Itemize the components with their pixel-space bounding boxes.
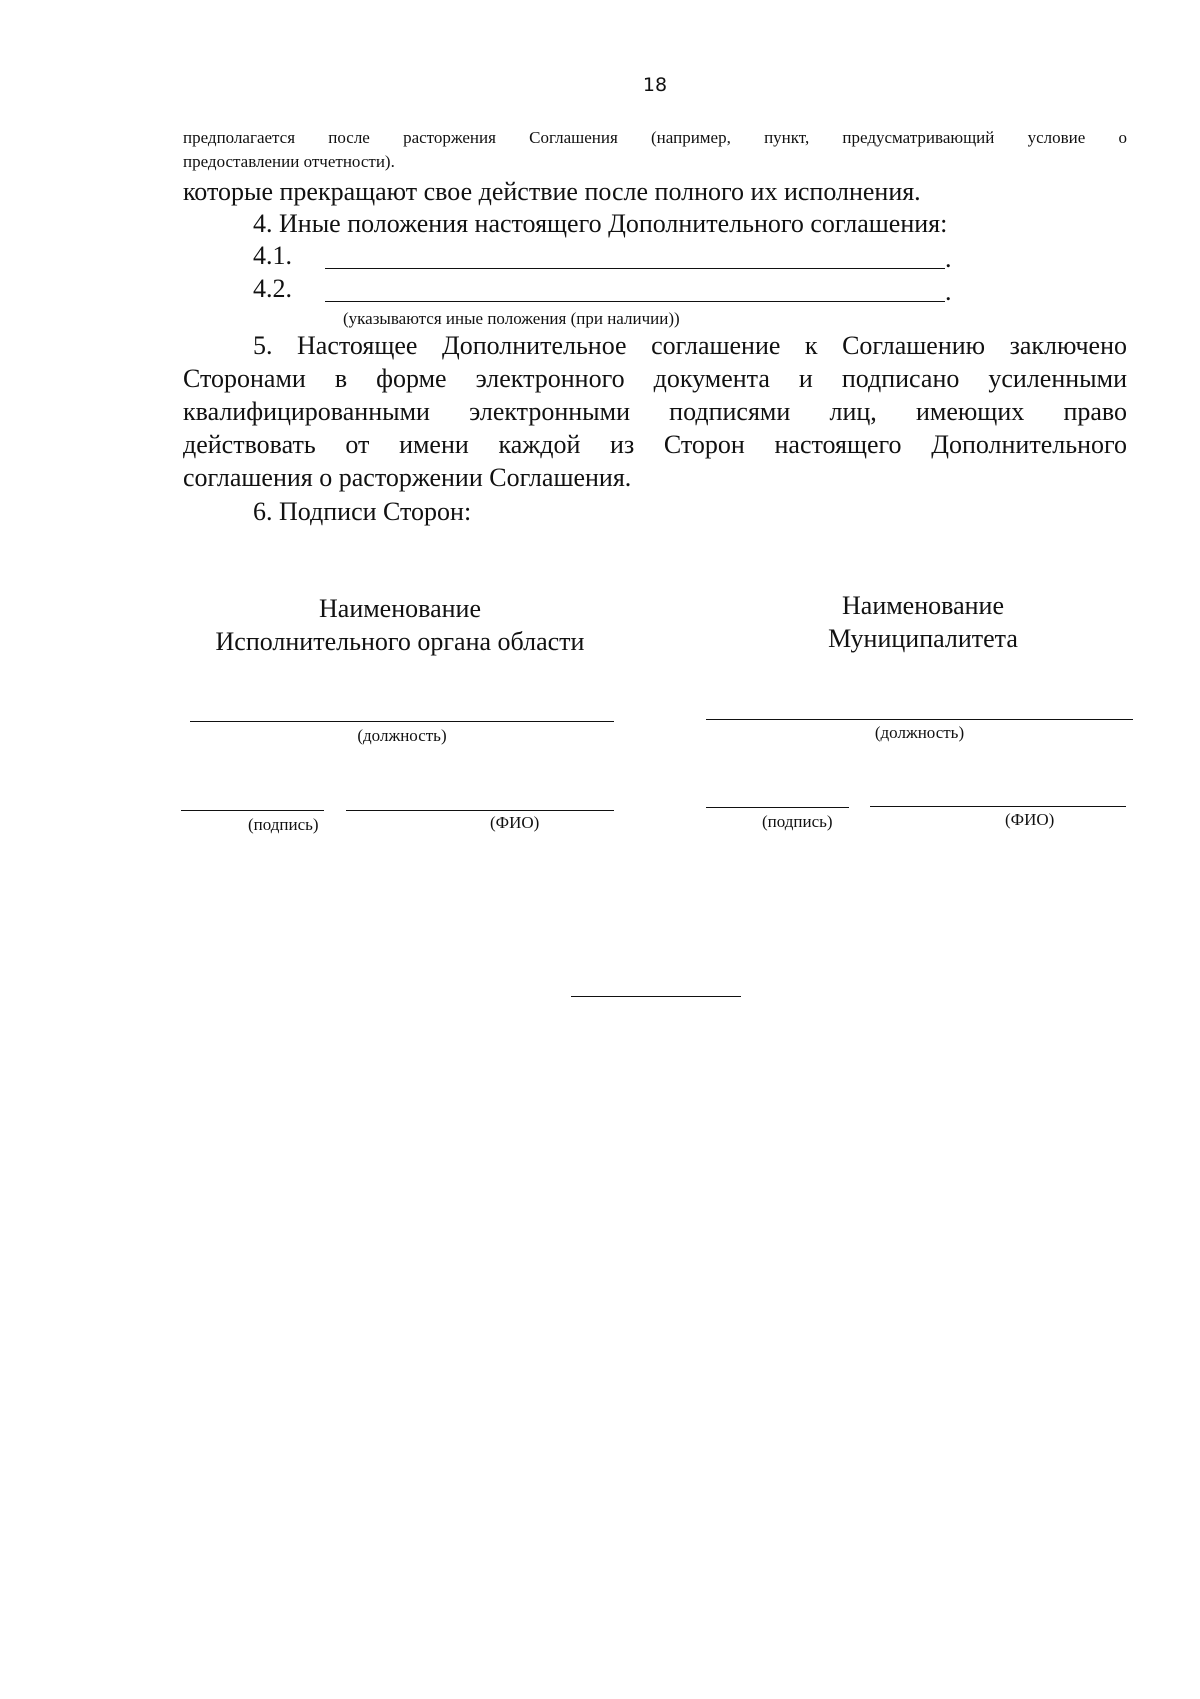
item-5-line: соглашения о расторжении Соглашения. bbox=[183, 463, 632, 492]
item-5-line: действовать от имени каждой из Сторон настоящего Дополнительного bbox=[183, 430, 1127, 459]
item-6-heading: 6. Подписи Сторон: bbox=[253, 497, 472, 526]
left-signature-caption: (подпись) bbox=[248, 815, 319, 834]
item-4-2-label: 4.2. bbox=[253, 274, 292, 303]
left-party-title: Исполнительного органа области bbox=[215, 627, 585, 656]
right-signature-line bbox=[706, 807, 849, 808]
left-name-line bbox=[346, 810, 614, 811]
right-name-caption: (ФИО) bbox=[1005, 810, 1055, 829]
page-number: 18 bbox=[642, 74, 668, 96]
fill-line bbox=[325, 268, 945, 269]
end-separator bbox=[571, 996, 741, 997]
left-position-caption: (должность) bbox=[357, 726, 447, 745]
item-5-line: Сторонами в форме электронного документа и подписано усиленными bbox=[183, 364, 1127, 393]
left-name-caption: (ФИО) bbox=[490, 813, 540, 832]
right-party-title: Муниципалитета bbox=[828, 624, 1018, 653]
item-5-line: квалифицированными электронными подписями лиц, имеющих право bbox=[183, 397, 1127, 426]
text-line: которые прекращают свое действие после полного их исполнения. bbox=[183, 177, 921, 206]
left-signature-line bbox=[181, 810, 324, 811]
item-4-caption: (указываются иные положения (при наличии)) bbox=[343, 309, 680, 328]
fill-line bbox=[325, 301, 945, 302]
fill-period: . bbox=[945, 277, 952, 306]
left-party-title: Наименование bbox=[319, 594, 481, 623]
right-name-line bbox=[870, 806, 1126, 807]
left-position-line bbox=[190, 721, 614, 722]
footnote-line: предоставлении отчетности). bbox=[183, 152, 395, 171]
item-4-heading: 4. Иные положения настоящего Дополнительного соглашения: bbox=[253, 209, 948, 238]
footnote-line: предполагается после расторжения Соглашения (например, пункт, предусматривающий условие о bbox=[183, 128, 1127, 147]
right-party-title: Наименование bbox=[842, 591, 1004, 620]
right-position-line bbox=[706, 719, 1133, 720]
right-signature-caption: (подпись) bbox=[762, 812, 833, 831]
fill-period: . bbox=[945, 244, 952, 273]
item-4-1-label: 4.1. bbox=[253, 241, 292, 270]
item-5-line: 5. Настоящее Дополнительное соглашение к Соглашению заключено bbox=[253, 331, 1127, 360]
right-position-caption: (должность) bbox=[874, 723, 965, 742]
